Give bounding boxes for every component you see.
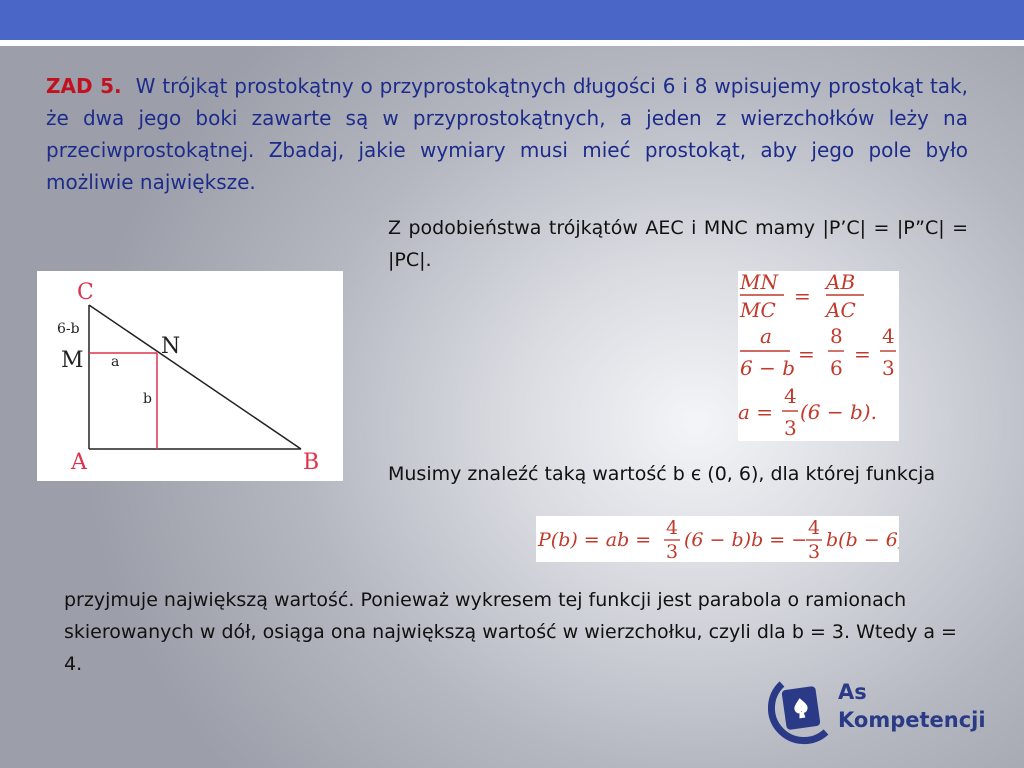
- logo-line-2: Kompetencji: [838, 708, 986, 732]
- svg-text:=: =: [794, 284, 811, 308]
- eq-paren: (6 − b).: [800, 400, 877, 424]
- eq-4b: 4: [784, 384, 797, 408]
- top-bar: [0, 0, 1024, 40]
- eq-ab: AB: [826, 271, 856, 294]
- eq-mn: MN: [740, 271, 778, 294]
- eq-mc: MC: [740, 298, 776, 322]
- vertex-label-c: C: [77, 280, 94, 305]
- vertex-label-b: B: [303, 450, 320, 475]
- eq-a-equals: a =: [738, 400, 774, 424]
- eq-ac: AC: [826, 298, 856, 322]
- task-label: ZAD 5.: [46, 74, 122, 98]
- side-label-6-minus-b: 6-b: [57, 321, 80, 337]
- eq-8: 8: [830, 324, 843, 348]
- pb-3a: 3: [666, 541, 679, 562]
- logo-text: [838, 678, 986, 734]
- similarity-paragraph: Z podobieństwa trójkątów AEC i MNC mamy |P’C| = |P”C| = |PC|.: [388, 217, 968, 271]
- logo-line-1: As: [838, 680, 867, 704]
- task-text: W trójkąt prostokątny o przyprostokątnych długości 6 i 8 wpisujemy prostokąt tak, że dwa jego boki zawarte są w przyprostokątnych, a jeden z wierzchołków leży na przeciwprostokątnej. Zbadaj, jakie wymiary musi mieć prostokąt, aby jego pole było możliwie największe.: [46, 74, 968, 194]
- top-bar-divider: [0, 40, 1024, 46]
- conclusion-paragraph: przyjmuje największą wartość. Ponieważ wykresem tej funkcji jest parabola o ramionach skierowanych w dół, osiąga ona największą wartość w wierzchołku, czyli dla b = 3. Wtedy a = 4.: [64, 589, 957, 675]
- function-paragraph: Musimy znaleźć taką wartość b є (0, 6), dla której funkcja: [388, 463, 936, 485]
- svg-text:=: =: [854, 342, 871, 366]
- pb-end: b(b − 6): [826, 529, 899, 551]
- pb-4b: 4: [808, 517, 821, 539]
- svg-text:=: =: [798, 342, 815, 366]
- eq-6-minus-b: 6 − b: [740, 356, 795, 380]
- eq-4: 4: [882, 324, 895, 348]
- vertex-label-n: N: [161, 334, 181, 359]
- eq-6: 6: [830, 356, 843, 380]
- eq-3b: 3: [784, 416, 797, 440]
- area-function-formula: [536, 516, 899, 562]
- eq-3: 3: [882, 356, 895, 380]
- as-kompetencji-logo: [768, 674, 1008, 748]
- pb-4a: 4: [666, 517, 679, 539]
- eq-a: a: [760, 324, 772, 348]
- triangle-figure: [37, 271, 343, 481]
- side-label-a: a: [111, 354, 120, 370]
- vertex-label-a: A: [71, 450, 87, 475]
- pb-mid: (6 − b)b = −: [684, 529, 808, 551]
- task-statement: [46, 70, 968, 198]
- logo-emblem-icon: [768, 674, 832, 746]
- vertex-label-m: M: [61, 348, 84, 373]
- side-label-b: b: [143, 391, 152, 407]
- similarity-equations: [738, 271, 899, 441]
- pb-3b: 3: [808, 541, 821, 562]
- pb-lhs: P(b) = ab =: [538, 529, 652, 551]
